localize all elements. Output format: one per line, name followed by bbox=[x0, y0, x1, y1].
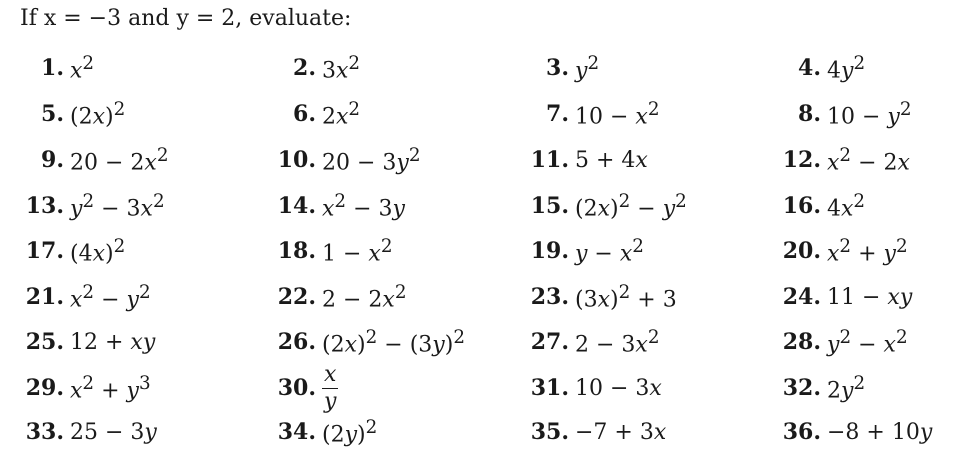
problem-expression: $10 - y^2$ bbox=[827, 98, 912, 130]
problem-expression: 25 − 3y bbox=[70, 419, 157, 445]
problem-expression: 10 − 3x bbox=[575, 375, 662, 401]
problem-number: 31. bbox=[530, 375, 569, 401]
problem-number: 21. bbox=[25, 284, 64, 310]
problem-expression: $x^2 + y^3$ bbox=[70, 372, 151, 404]
problem-expression: $20 - 2x^2$ bbox=[70, 144, 169, 176]
problem-17 bbox=[20, 231, 125, 271]
problem-12 bbox=[777, 140, 910, 180]
problem-number: 25. bbox=[25, 329, 64, 355]
problem-expression: $10 - x^2$ bbox=[575, 98, 660, 130]
problem-21 bbox=[20, 277, 151, 317]
problem-number: 18. bbox=[277, 238, 316, 264]
problem-3 bbox=[525, 48, 599, 88]
problem-33 bbox=[20, 412, 157, 452]
problem-expression: −7 + 3x bbox=[575, 419, 667, 445]
problem-expression: $x^2 - y^2$ bbox=[70, 281, 151, 313]
problem-10 bbox=[272, 140, 421, 180]
problem-number: 6. bbox=[293, 101, 316, 127]
problem-expression: $x^2$ bbox=[70, 52, 95, 84]
problem-expression: $3x^2$ bbox=[322, 52, 361, 84]
problem-15 bbox=[525, 186, 687, 226]
problem-26 bbox=[272, 322, 465, 362]
problem-expression: $4y^2$ bbox=[827, 52, 866, 84]
problem-number: 10. bbox=[277, 147, 316, 173]
problem-8 bbox=[777, 94, 912, 134]
problem-7 bbox=[525, 94, 660, 134]
problem-expression: $\frac{x}{y}$ bbox=[323, 361, 337, 414]
problem-number: 33. bbox=[25, 419, 64, 445]
problem-number: 19. bbox=[530, 238, 569, 264]
problem-expression: $2y^2$ bbox=[827, 372, 866, 404]
problem-number: 35. bbox=[530, 419, 569, 445]
problem-number: 4. bbox=[798, 55, 821, 81]
problem-expression: $2x^2$ bbox=[322, 98, 361, 130]
problem-number: 11. bbox=[530, 147, 569, 173]
problem-9 bbox=[20, 140, 169, 180]
problem-number: 14. bbox=[277, 193, 316, 219]
problem-expression: $(2x)^2$ bbox=[70, 98, 126, 130]
problem-expression: $y^2$ bbox=[575, 52, 600, 84]
problem-number: 29. bbox=[25, 375, 64, 401]
problem-18 bbox=[272, 231, 393, 271]
problem-expression: $(2x)^2 - y^2$ bbox=[575, 190, 687, 222]
problem-2 bbox=[272, 48, 360, 88]
problem-29 bbox=[20, 368, 151, 408]
problem-13 bbox=[20, 186, 165, 226]
problem-number: 5. bbox=[41, 101, 64, 127]
problem-25 bbox=[20, 322, 155, 362]
problem-35 bbox=[525, 412, 666, 452]
problem-31 bbox=[525, 368, 662, 408]
problem-number: 28. bbox=[782, 329, 821, 355]
problem-number: 8. bbox=[798, 101, 821, 127]
problem-expression: $y - x^2$ bbox=[575, 235, 644, 267]
problem-number: 22. bbox=[277, 284, 316, 310]
problem-expression: $(4x)^2$ bbox=[70, 235, 126, 267]
problem-6 bbox=[272, 94, 360, 134]
problem-number: 15. bbox=[530, 193, 569, 219]
problem-32 bbox=[777, 368, 865, 408]
problem-23 bbox=[525, 277, 677, 317]
problem-expression: $2 - 2x^2$ bbox=[322, 281, 407, 313]
problem-number: 24. bbox=[782, 284, 821, 310]
problem-5 bbox=[20, 94, 125, 134]
problem-number: 27. bbox=[530, 329, 569, 355]
problem-expression: $(3x)^2 + 3$ bbox=[575, 281, 677, 313]
problem-number: 32. bbox=[782, 375, 821, 401]
problem-14 bbox=[272, 186, 405, 226]
problem-number: 16. bbox=[782, 193, 821, 219]
problem-expression: $y^2 - 3x^2$ bbox=[70, 190, 165, 222]
problem-number: 23. bbox=[530, 284, 569, 310]
problem-19 bbox=[525, 231, 644, 271]
problem-number: 3. bbox=[546, 55, 569, 81]
problem-expression: −8 + 10y bbox=[827, 419, 933, 445]
problem-28 bbox=[777, 322, 908, 362]
problem-expression: $1 - x^2$ bbox=[322, 235, 393, 267]
problem-number: 20. bbox=[782, 238, 821, 264]
problem-34 bbox=[272, 412, 377, 452]
problem-number: 2. bbox=[293, 55, 316, 81]
problem-36 bbox=[777, 412, 932, 452]
problem-number: 1. bbox=[41, 55, 64, 81]
problem-24 bbox=[777, 277, 912, 317]
problem-expression: $(2y)^2$ bbox=[322, 416, 378, 448]
problem-number: 36. bbox=[782, 419, 821, 445]
problem-number: 7. bbox=[546, 101, 569, 127]
problem-expression: $2 - 3x^2$ bbox=[575, 326, 660, 358]
problem-1 bbox=[20, 48, 94, 88]
problem-expression: $(2x)^2 - (3y)^2$ bbox=[322, 326, 465, 358]
problem-16 bbox=[777, 186, 865, 226]
problem-number: 17. bbox=[25, 238, 64, 264]
problem-number: 13. bbox=[25, 193, 64, 219]
problem-number: 30. bbox=[277, 375, 316, 401]
problem-expression: 5 + 4x bbox=[575, 147, 648, 173]
instruction-text: If x = −3 and y = 2, evaluate: bbox=[20, 6, 352, 31]
problem-expression: $y^2 - x^2$ bbox=[827, 326, 908, 358]
problem-27 bbox=[525, 322, 660, 362]
problem-4 bbox=[777, 48, 865, 88]
problem-number: 9. bbox=[41, 147, 64, 173]
problem-number: 34. bbox=[277, 419, 316, 445]
problem-expression: $x^2 - 2x$ bbox=[827, 144, 910, 176]
problem-11 bbox=[525, 140, 648, 180]
problem-number: 26. bbox=[277, 329, 316, 355]
problem-30 bbox=[272, 361, 338, 414]
problem-expression: $4x^2$ bbox=[827, 190, 866, 222]
problem-expression: 11 − xy bbox=[827, 284, 913, 310]
problem-expression: $x^2 + y^2$ bbox=[827, 235, 908, 267]
problem-22 bbox=[272, 277, 407, 317]
problem-expression: 12 + xy bbox=[70, 329, 156, 355]
problem-expression: $x^2 - 3y$ bbox=[322, 190, 405, 222]
problem-expression: $20 - 3y^2$ bbox=[322, 144, 421, 176]
problem-number: 12. bbox=[782, 147, 821, 173]
problem-20 bbox=[777, 231, 908, 271]
